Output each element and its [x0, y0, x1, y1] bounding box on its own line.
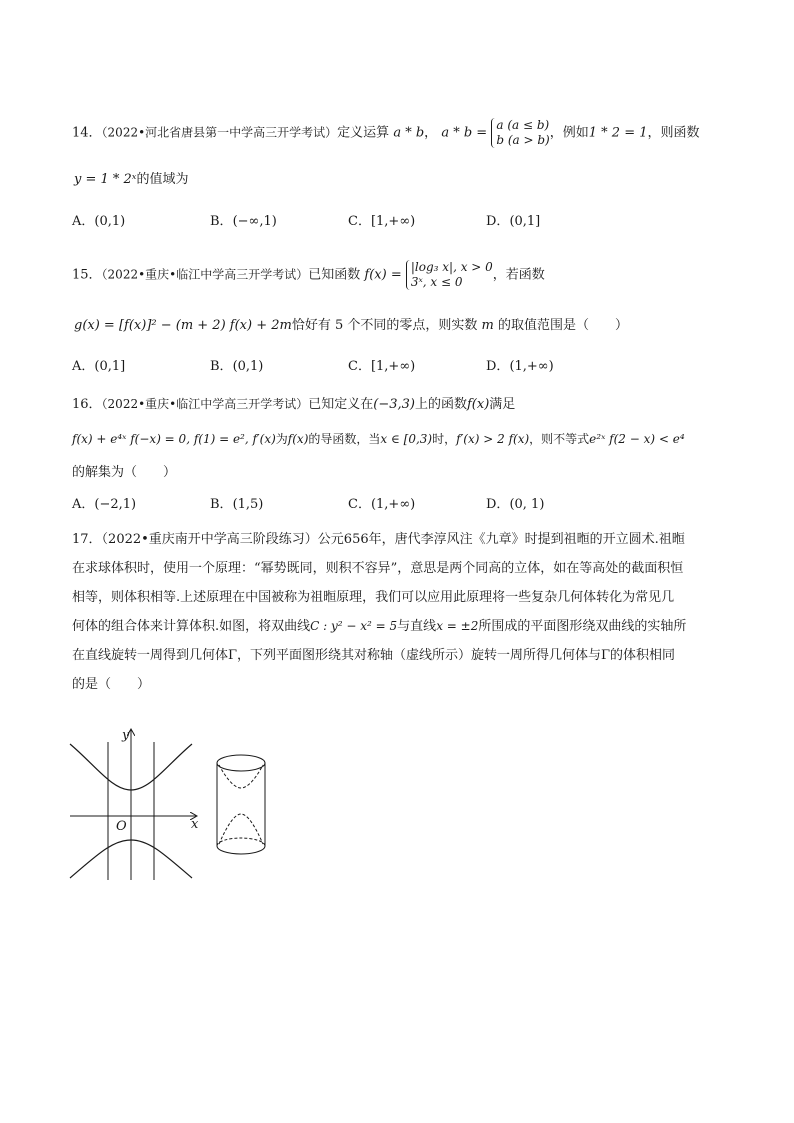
q17-line: 相等，则体积相等.上述原理在中国被称为祖暅原理，我们可以应用此原理将一些复杂几何体转化为常见几 [72, 590, 675, 605]
option-value: (−2,1) [94, 497, 137, 512]
q17-line-eq: x = ±2 [436, 619, 479, 633]
q16-text: 的导函数，当 [308, 432, 381, 446]
q15-text: 的取值范围是（ ） [497, 318, 628, 333]
q15-g: g(x) = [f(x)]² − (m + 2) f(x) + 2m [74, 318, 292, 333]
q17-stem [72, 525, 732, 699]
q15-stem [72, 260, 545, 290]
q16-text: 满足 [489, 397, 516, 412]
option-label: C． [348, 214, 371, 229]
q15-case2: 3ˣ, x ≤ 0 [410, 275, 463, 289]
q17-line: 在直线旋转一周得到几何体Γ，下列平面图形绕其对称轴（虚线所示）旋转一周所得几何体与Γ的体积相同 [72, 648, 676, 663]
q14-text: ，则函数 [647, 125, 700, 141]
q15-cases [406, 260, 493, 290]
upper-inner-curve [219, 765, 263, 788]
cylinder-bottom-back [217, 838, 265, 846]
q14-def: a * b = [441, 125, 488, 141]
q14-text: 定义运算 [337, 125, 390, 141]
q16-option-b[interactable] [210, 495, 263, 515]
q17-line [72, 612, 732, 641]
option-value: (1,+∞) [509, 359, 554, 374]
q15-m: m [481, 318, 494, 333]
option-value: (0,1] [509, 214, 541, 229]
option-label: B． [210, 497, 233, 512]
option-label: A． [72, 359, 95, 374]
q15-source: （2022•重庆•临江中学高三开学考试） [101, 267, 309, 282]
q16-stem-2 [72, 429, 685, 449]
q14-option-c[interactable] [348, 212, 415, 232]
x-label: x [191, 817, 199, 832]
option-value: (1,+∞) [370, 497, 416, 512]
q15-stem-2 [74, 316, 628, 336]
q15-text: 已知函数 [308, 267, 361, 283]
q15-option-c[interactable] [348, 357, 415, 377]
q17-line: 17．（2022•重庆南开中学高三阶段练习）公元656年，唐代李淳风注《九章》时提到祖暅的开立圆术.祖暅 [72, 532, 685, 547]
q16-option-a[interactable] [72, 495, 136, 515]
q14-example: 1 * 2 = 1 [588, 125, 648, 141]
origin-label: O [116, 819, 127, 834]
q16-ineq2: e²ˣ f(2 − x) < e⁴ [589, 432, 685, 446]
q16-number: 16． [72, 397, 102, 412]
q17-line: 在求球体积时，使用一个原理：“幂势既同，则积不容异”，意思是两个同高的立体，如在等高处的截面积恒 [72, 561, 684, 576]
q16-text: 已知定义在 [308, 397, 374, 412]
q14-text: ，例如 [549, 125, 589, 141]
q14-text: ， [424, 125, 438, 141]
option-label: A． [72, 214, 95, 229]
q14-op: a * b [393, 125, 425, 141]
option-value: (0,1) [232, 359, 264, 374]
q16-source: （2022•重庆•临江中学高三开学考试） [101, 397, 309, 411]
q15-number: 15． [72, 267, 102, 283]
cylinder-figure [210, 752, 276, 862]
q16-text: 为 [275, 432, 288, 446]
q15-case1: |log₃ x|, x > 0 [410, 260, 493, 274]
q17-text: 何体的组合体来计算体积.如图，将双曲线 [72, 619, 311, 634]
option-value: (0, 1) [509, 497, 545, 512]
q14-option-a[interactable] [72, 212, 125, 232]
option-label: C． [348, 359, 371, 374]
q16-stem-3 [72, 463, 176, 483]
option-label: D． [486, 359, 510, 374]
q17-text: 所围成的平面图形绕双曲线的实轴所 [478, 619, 687, 634]
option-value: (1,5) [232, 497, 264, 512]
q15-text: ，若函数 [492, 267, 545, 283]
q16-text: 的解集为（ ） [72, 465, 177, 480]
q14-source: （2022•河北省唐县第一中学高三开学考试） [101, 125, 338, 140]
q14-option-b[interactable] [210, 212, 277, 232]
q15-option-a[interactable] [72, 357, 125, 377]
q14-case1: a (a ≤ b) [496, 118, 550, 132]
q15-f: f(x) = [364, 267, 402, 283]
q16-domain: x ∈ [0,3) [380, 432, 433, 446]
y-label: y [122, 728, 130, 743]
q16-fx: f(x) [467, 397, 490, 412]
q14-text: 的值域为 [136, 172, 189, 187]
q14-case2: b (a > b) [496, 133, 550, 147]
q14-option-d[interactable] [486, 212, 540, 232]
q16-cond: f(x) + e⁴ˣ f(−x) = 0, f(1) = e², f′(x) [72, 432, 276, 446]
q17-text: 与直线 [397, 619, 437, 634]
option-value: (0,1) [94, 214, 126, 229]
option-label: B． [210, 359, 233, 374]
q16-option-c[interactable] [348, 495, 415, 515]
option-label: D． [486, 214, 510, 229]
option-label: C． [348, 497, 371, 512]
option-value: (0,1] [94, 359, 126, 374]
q14-stem [72, 118, 700, 148]
option-label: A． [72, 497, 95, 512]
q17-hyperbola-eq: C : y² − x² = 5 [310, 619, 398, 633]
q15-option-b[interactable] [210, 357, 263, 377]
option-label: B． [210, 214, 233, 229]
q14-func: y = 1 * 2ˣ [74, 172, 137, 187]
q16-interval: (−3,3) [373, 397, 415, 412]
q16-ineq1: f′(x) > 2 f(x) [456, 432, 530, 446]
option-value: (−∞,1) [232, 214, 277, 229]
q16-option-d[interactable] [486, 495, 544, 515]
option-value: [1,+∞) [370, 214, 416, 229]
q14-number: 14． [72, 125, 102, 141]
cylinder-top [217, 755, 265, 771]
hyperbola-figure [68, 726, 208, 884]
q14-stem-2 [74, 170, 188, 190]
q16-text: 时， [432, 432, 457, 446]
q15-text: 恰好有 5 个不同的零点，则实数 [291, 318, 478, 333]
q15-option-d[interactable] [486, 357, 554, 377]
q16-stem [72, 394, 515, 415]
option-label: D． [486, 497, 510, 512]
cylinder-bottom-front [217, 846, 265, 854]
q17-line: 的是（ ） [72, 677, 151, 692]
q16-fx2: f(x) [287, 432, 309, 446]
q14-cases [491, 118, 549, 148]
q16-text: 上的函数 [414, 397, 467, 412]
q16-text: ，则不等式 [529, 432, 590, 446]
option-value: [1,+∞) [370, 359, 416, 374]
